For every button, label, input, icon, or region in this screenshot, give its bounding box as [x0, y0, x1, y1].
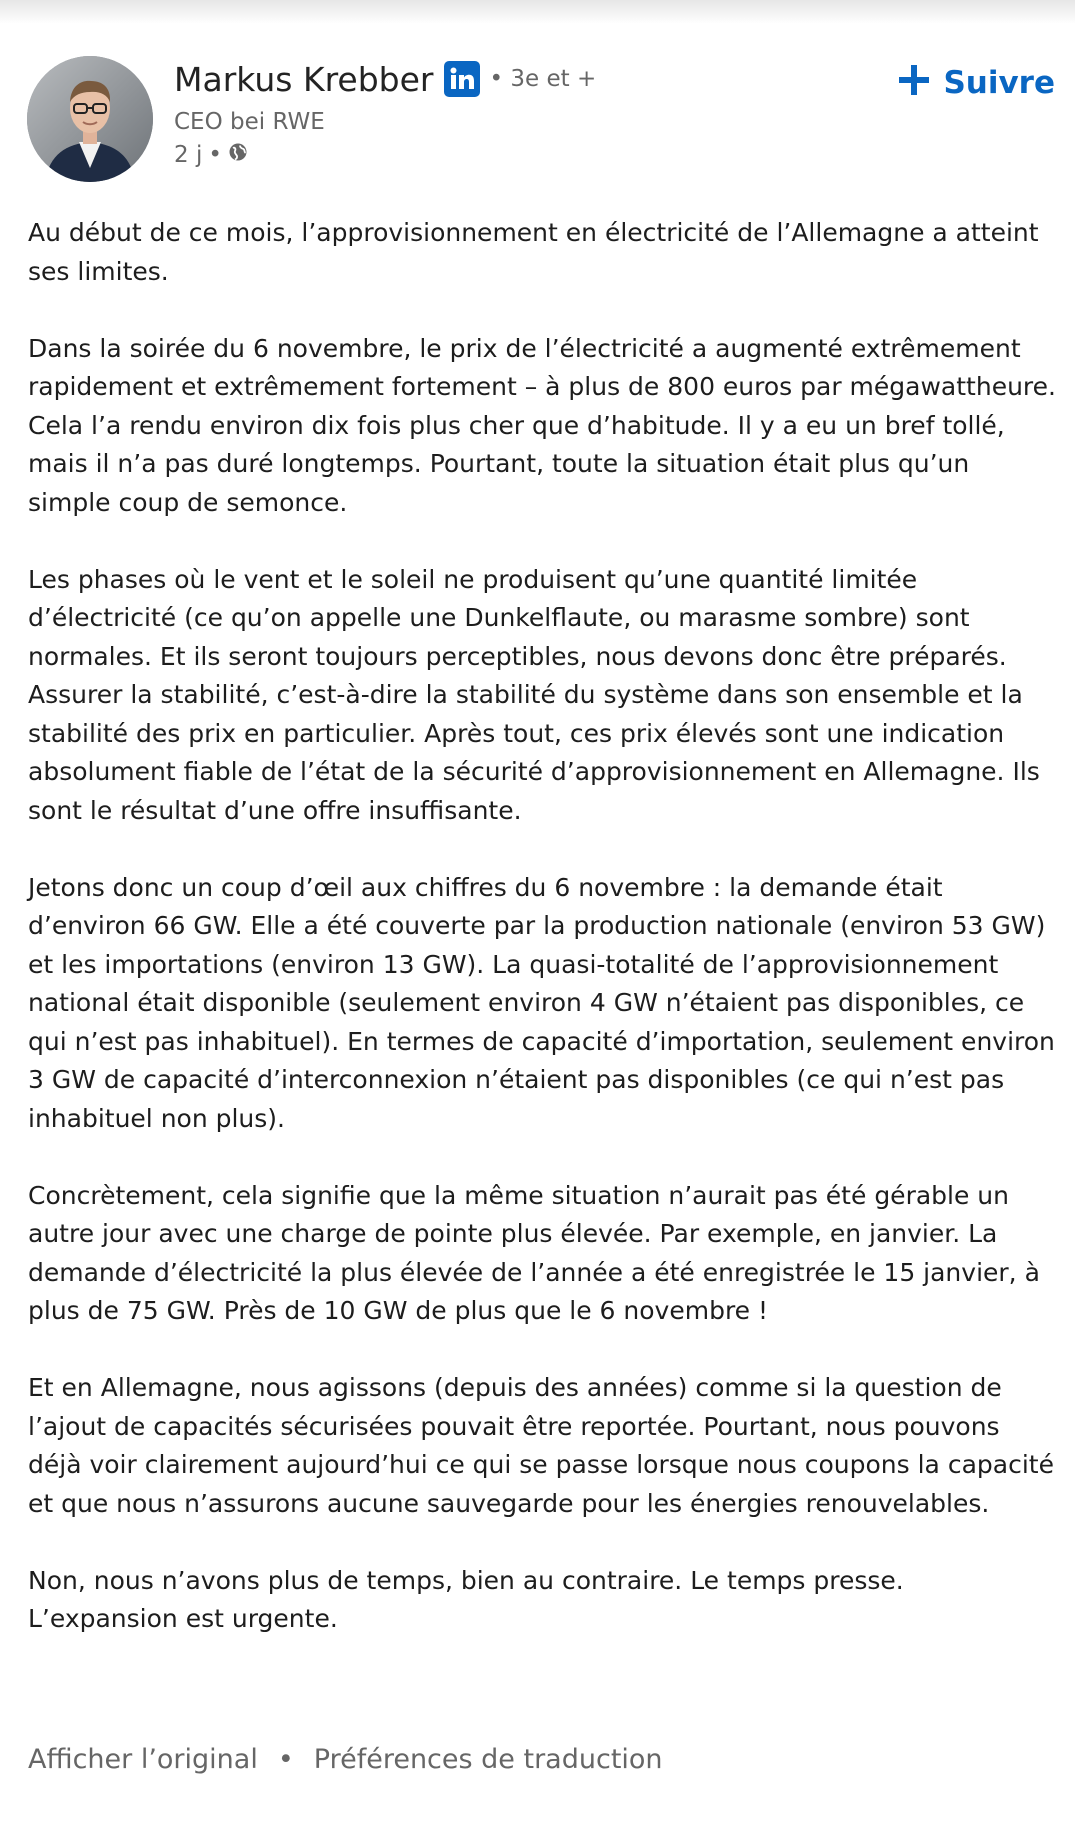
globe-icon	[228, 142, 248, 168]
post-paragraph: Dans la soirée du 6 novembre, le prix de l’électricité a augmenté extrêmement rapidement et extrêmement fortement – à plus de 800 euros par mégawattheure. Cela l’a rendu environ dix fois plus cher que d’habitude. Il y a eu un bref tollé, mais il n’a pas duré longtemps. Pourtant, toute la situation était plus qu’un simple coup de semonce.	[28, 333, 1056, 517]
avatar-image	[27, 56, 153, 182]
avatar[interactable]	[27, 56, 153, 182]
linkedin-icon	[444, 61, 480, 97]
post-body	[28, 214, 1058, 1677]
name-row	[174, 56, 596, 102]
translation-preferences-link[interactable]: Préférences de traduction	[313, 1744, 663, 1775]
author-name[interactable]: Markus Krebber	[174, 59, 434, 99]
post-meta	[174, 138, 596, 172]
translation-footer	[28, 1744, 663, 1775]
top-shadow	[0, 0, 1075, 24]
show-original-link[interactable]: Afficher l’original	[28, 1744, 258, 1775]
post-paragraph: Non, nous n’avons plus de temps, bien au contraire. Le temps presse. L’expansion est urgente.	[28, 1565, 904, 1633]
linkedin-post	[0, 24, 1075, 1633]
plus-icon	[897, 62, 931, 104]
follow-button[interactable]	[897, 62, 1055, 104]
meta-separator: •	[208, 142, 222, 168]
connection-degree: • 3e et +	[489, 66, 597, 92]
post-paragraph: Concrètement, cela signifie que la même situation n’aurait pas été gérable un autre jour avec une charge de pointe plus élevée. Par exemple, en janvier. La demande d’électricité la plus élevée de l’année a été enregistrée le 15 janvier, à plus de 75 GW. Près de 10 GW de plus que le 6 novembre !	[28, 1180, 1040, 1325]
post-paragraph: Jetons donc un coup d’œil aux chiffres du 6 novembre : la demande était d’environ 66 GW. Elle a été couverte par la production nationale (environ 53 GW) et les importations (environ 13 GW). La quasi-totalité de l’approvisionnement national était disponible (seulement environ 4 GW n’étaient pas disponibles, ce qui n’est pas inhabituel). En termes de capacité d’importation, seulement environ 3 GW de capacité d’interconnexion n’étaient pas disponibles (ce qui n’est pas inhabituel non plus).	[28, 872, 1055, 1133]
author-title: CEO bei RWE	[174, 109, 325, 135]
post-paragraph: Les phases où le vent et le soleil ne produisent qu’une quantité limitée d’électricité (ce qu’on appelle une Dunkelflaute, ou marasme sombre) sont normales. Et ils seront toujours perceptibles, nous devons donc être préparés. Assurer la stabilité, c’est-à-dire la stabilité du système dans son ensemble et la stabilité des prix en particulier. Après tout, ces prix élevés sont une indication absolument fiable de l’état de la sécurité d’approvisionnement en Allemagne. Ils sont le résultat d’une offre insuffisante.	[28, 564, 1040, 825]
author-info	[174, 56, 596, 172]
post-header	[0, 24, 1075, 174]
post-time: 2 j	[174, 142, 203, 168]
post-paragraph: Et en Allemagne, nous agissons (depuis des années) comme si la question de l’ajout de capacités sécurisées pouvait être reportée. Pourtant, nous pouvons déjà voir clairement aujourd’hui ce qui se passe lorsque nous coupons la capacité et que nous n’assurons aucune sauvegarde pour les énergies renouvelables.	[28, 1373, 1054, 1518]
follow-label: Suivre	[943, 65, 1055, 101]
footer-separator: •	[277, 1744, 294, 1775]
post-paragraph: Au début de ce mois, l’approvisionnement en électricité de l’Allemagne a atteint ses limites.	[28, 218, 1039, 286]
